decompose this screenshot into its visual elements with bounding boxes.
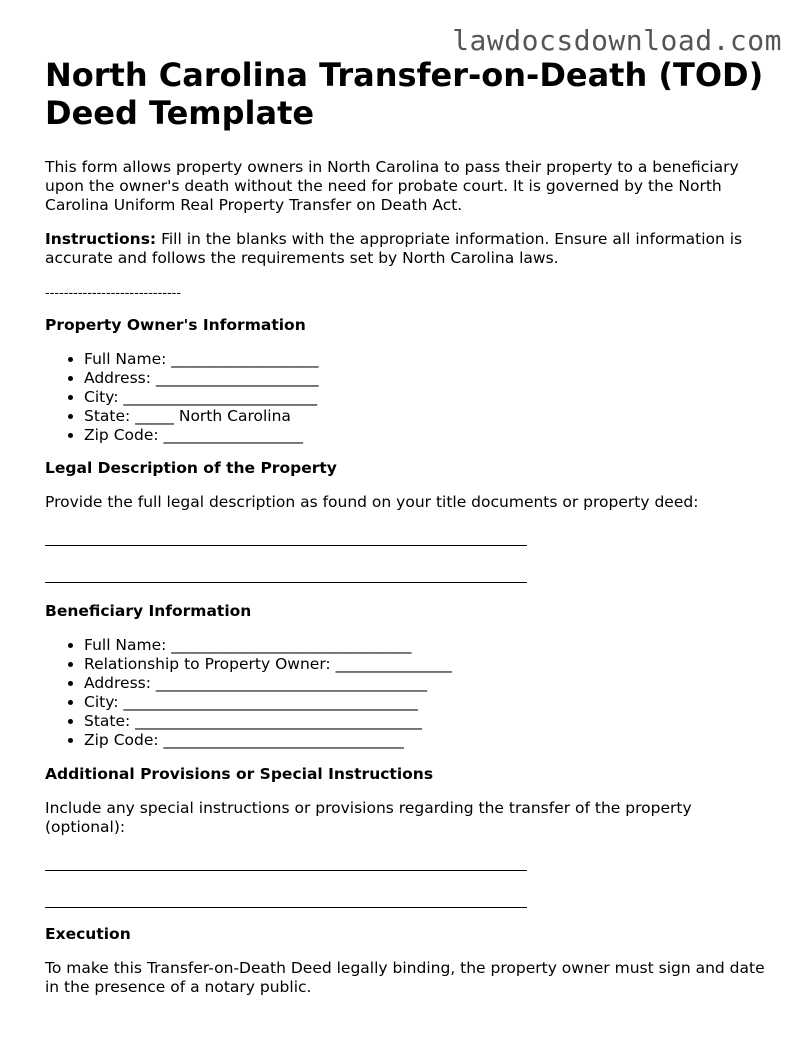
additional-provisions-text: Include any special instructions or provisions regarding the transfer of the property (optional): — [45, 799, 692, 836]
document-page — [45, 56, 765, 997]
execution-heading: Execution — [45, 925, 131, 943]
additional-provisions-line-2[interactable] — [45, 907, 527, 908]
legal-description-text: Provide the full legal description as found on your title documents or property deed: — [45, 493, 699, 511]
beneficiary-city-field[interactable]: • City: ______________________________________ — [84, 693, 765, 712]
watermark: lawdocsdownload.com — [452, 24, 782, 57]
legal-description-line-2[interactable] — [45, 582, 527, 583]
page-title: North Carolina Transfer-on-Death (TOD) Deed Template — [45, 56, 764, 132]
beneficiary-address-field[interactable]: • Address: ___________________________________ — [84, 674, 765, 693]
execution-text: To make this Transfer-on-Death Deed legally binding, the property owner must sign and date in the presence of a notary public. — [45, 959, 765, 996]
beneficiary-fields-list — [45, 636, 765, 750]
legal-description-heading: Legal Description of the Property — [45, 459, 337, 477]
beneficiary-zip-field[interactable]: • Zip Code: _______________________________ — [84, 731, 765, 750]
owner-state-field[interactable]: • State: _____ North Carolina — [84, 407, 765, 426]
owner-full-name-field[interactable]: • Full Name: ___________________ — [84, 350, 765, 369]
additional-provisions-line-1[interactable] — [45, 870, 527, 871]
beneficiary-heading: Beneficiary Information — [45, 602, 252, 620]
additional-provisions-heading: Additional Provisions or Special Instructions — [45, 765, 434, 783]
owner-zip-field[interactable]: • Zip Code: __________________ — [84, 426, 765, 445]
instructions-paragraph — [45, 230, 765, 268]
beneficiary-relationship-field[interactable]: • Relationship to Property Owner: _______________ — [84, 655, 765, 674]
instructions-text: Fill in the blanks with the appropriate information. Ensure all information is accurate and follows the requirements set by North Carolina laws. — [45, 230, 743, 267]
owner-heading: Property Owner's Information — [45, 316, 306, 334]
owner-city-field[interactable]: • City: _________________________ — [84, 388, 765, 407]
owner-fields-list — [45, 350, 765, 445]
intro-paragraph: This form allows property owners in North Carolina to pass their property to a beneficiary upon the owner's death without the need for probate court. It is governed by the North Carolina Uniform Real Property Transfer on Death Act. — [45, 158, 739, 214]
instructions-label: Instructions: — [45, 230, 157, 248]
owner-address-field[interactable]: • Address: _____________________ — [84, 369, 765, 388]
legal-description-line-1[interactable] — [45, 545, 527, 546]
beneficiary-state-field[interactable]: • State: _____________________________________ — [84, 712, 765, 731]
divider: ----------------------------- — [45, 286, 182, 301]
beneficiary-full-name-field[interactable]: • Full Name: _______________________________ — [84, 636, 765, 655]
